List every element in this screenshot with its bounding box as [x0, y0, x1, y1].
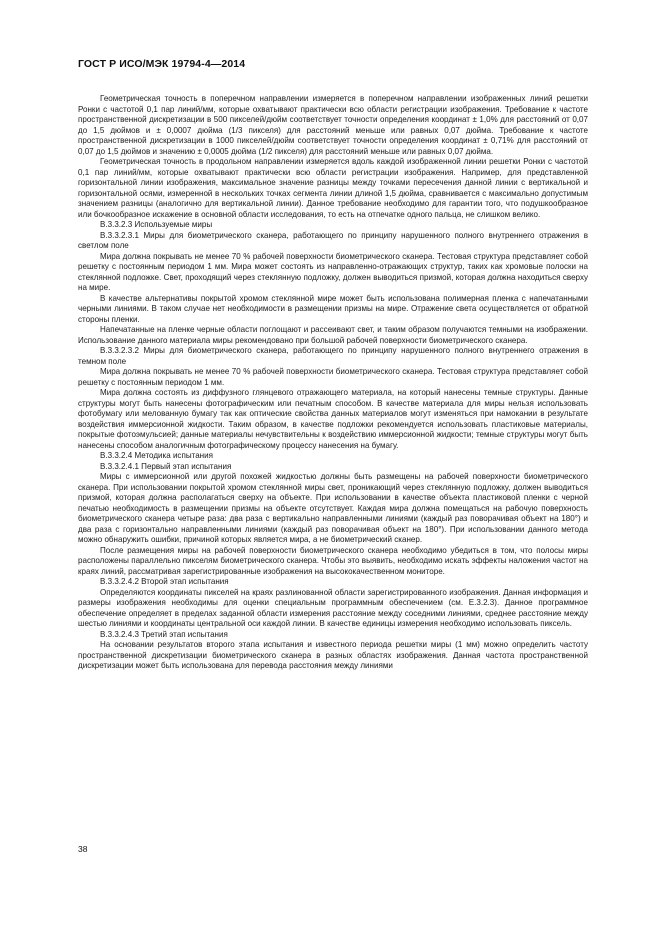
- paragraph: После размещения миры на рабочей поверхности биометрического сканера необходимо убедиться в том, что полосы миры расположены параллельно пикселям биометрического сканера. Чтобы это выявить, необходимо искать эффекты наложения частот на краях линий, рассматривая зарегистрированные изображения на высококачественном мониторе.: [78, 545, 588, 576]
- paragraph: Мира должна покрывать не менее 70 % рабочей поверхности биометрического сканера. Тестовая структура представляет собой решетку с постоянным периодом 1 мм. Мира может состоять из направленно-отражающих структур, таких как хромовые полоски на стеклянной подложке. Свет, проходящий через стеклянную подложку, должен выводиться призмой, которая должна находиться сверху на мире.: [78, 251, 588, 292]
- page-number: 38: [78, 844, 88, 854]
- subsection-heading: В.3.3.2.4.2 Второй этап испытания: [100, 577, 229, 586]
- paragraph: Мира должна состоять из диффузного глянцевого отражающего материала, на который нанесены темные структуры. Данные структуры могут быть нанесены фотографическим или печатным способом. В качестве материала для миры нельзя использовать фотобумагу или мелованную бумагу так как оптические свойства данных материалов могут изменяться при намокании в результате воздействия иммерсионной жидкости. Таким образом, в качестве подложки рекомендуется использовать пластиковые материалы, покрытые фотоэмульсией; данные материалы нечувствительны к воздействию иммерсионной жидкости; темные структуры могут быть нанесены способом аналогичным фотографическому процессу нанесения на бумагу.: [78, 388, 588, 450]
- section-heading: В.3.3.2.4 Методика испытания: [100, 451, 213, 460]
- subsection-heading: В.3.3.2.4.3 Третий этап испытания: [100, 629, 228, 639]
- paragraph: В качестве альтернативы покрытой хромом стеклянной мире может быть использована полимерная пленка с напечатанными черными линиями. В таком случае нет необходимости в размещении призмы на мире. Отражение света осуществляется от обратной стороны пленки.: [78, 293, 588, 324]
- body-text: [78, 94, 588, 672]
- paragraph: Миры с иммерсионной или другой похожей жидкостью должны быть размещены на рабочей поверхности биометрического сканера. При использовании покрытой хромом стеклянной миры свет, проникающий через стеклянную подложку, должен выводиться призмой, которая должна располагаться сверху на объекте. При использовании в качестве объекта пластиковой пленки с черной печатью необходимость в размещении призмы на объекте отсутствует. Каждая мира должна помещаться на рабочую поверхность биометрического сканера четыре раза: два раза с вертикально направленными линиями (каждый раз поворачивая объект на 180°) и два раза с горизонтально направленными линиями (каждый раз поворачивая объект на 180°). При использовании данного метода можно обнаружить ошибки, причиной которых является мира, а не биометрический сканер.: [78, 472, 588, 544]
- standard-header: ГОСТ Р ИСО/МЭК 19794-4—2014: [78, 58, 246, 70]
- paragraph: Напечатанные на пленке черные области поглощают и рассеивают свет, и таким образом получаются темными на изображении. Использование данного материала миры рекомендовано при большой рабочей поверхности биометрического сканера.: [78, 325, 588, 345]
- paragraph: Геометрическая точность в поперечном направлении измеряется в поперечном направлении изображенных линий решетки Ронки с частотой 0,1 пар линий/мм, которые охватывают практически всю области регистрации изображения. Требование к частоте пространственной дискретизации в 500 пикселей/дюйм соответствует точности определения координат ± 1,0% для расстояний от 0,07 до 1,5 дюймов и ± 0,0007 дюйма (1/3 пикселя) для расстояний меньше или равных 0,07 дюйма. Требование к частоте пространственной дискретизации в 1000 пикселей/дюйм соответствует точности определения координат ± 0,71% для расстояний от 0,07 до 1,5 дюймов и значению ± 0,0005 дюйма (1/2 пикселя) для расстояний меньше или равных 0,07 дюйма.: [78, 94, 588, 156]
- paragraph: На основании результатов второго этапа испытания и известного периода решетки миры (1 мм) можно определить частоту пространственной дискретизации биометрического сканера в разных областях изображения. Данная частота пространственной дискретизации может быть использована для перевода расстояния между линиями: [78, 640, 588, 670]
- paragraph: Определяются координаты пикселей на краях разлинованной области зарегистрированного изображения. Данная информация и размеры изображения необходимы для оценки специальным программным обеспечением (см. Е.3.2.3). Данное программное обеспечение определяет в пределах заданной области измерения расстояние между соседними линиями, среднее расстояние между шестью линиями и координаты центральной оси каждой линии. В качестве единицы измерения необходимо использовать пиксель.: [78, 587, 588, 628]
- subsection-heading: В.3.3.2.3.1 Миры для биометрического сканера, работающего по принципу нарушенного полного внутреннего отражения в светлом поле: [78, 230, 588, 250]
- paragraph: Мира должна покрывать не менее 70 % рабочей поверхности биометрического сканера. Тестовая структура представляет собой решетку с постоянным периодом 1 мм.: [78, 367, 588, 387]
- subsection-heading: В.3.3.2.4.1 Первый этап испытания: [100, 461, 232, 471]
- paragraph: Геометрическая точность в продольном направлении измеряется вдоль каждой изображенной линии решетки Ронки с частотой 0,1 пар линий/мм, которые охватывают практически всю области регистрации изображения. Например, для представленной горизонтальной линии изображения, максимальное значение разницы между точками пересечения данной линии с вертикальной и горизонтальной осями, измеренной в нескольких точках сегмента линии длиной 1,5 дюйма, сравнивается с максимально допустимым значением разницы (аналогично для вертикальной линии). Данное требование необходимо для гарантии того, что подушкообразное или бочкообразное искажение в основной области исследования, то есть на отпечатке одного пальца, не слишком велико.: [78, 157, 588, 219]
- section-heading: В.3.3.2.3 Используемые миры: [100, 220, 213, 229]
- subsection-heading: В.3.3.2.3.2 Миры для биометрического сканера, работающего по принципу нарушенного полного внутреннего отражения в темном поле: [78, 346, 588, 366]
